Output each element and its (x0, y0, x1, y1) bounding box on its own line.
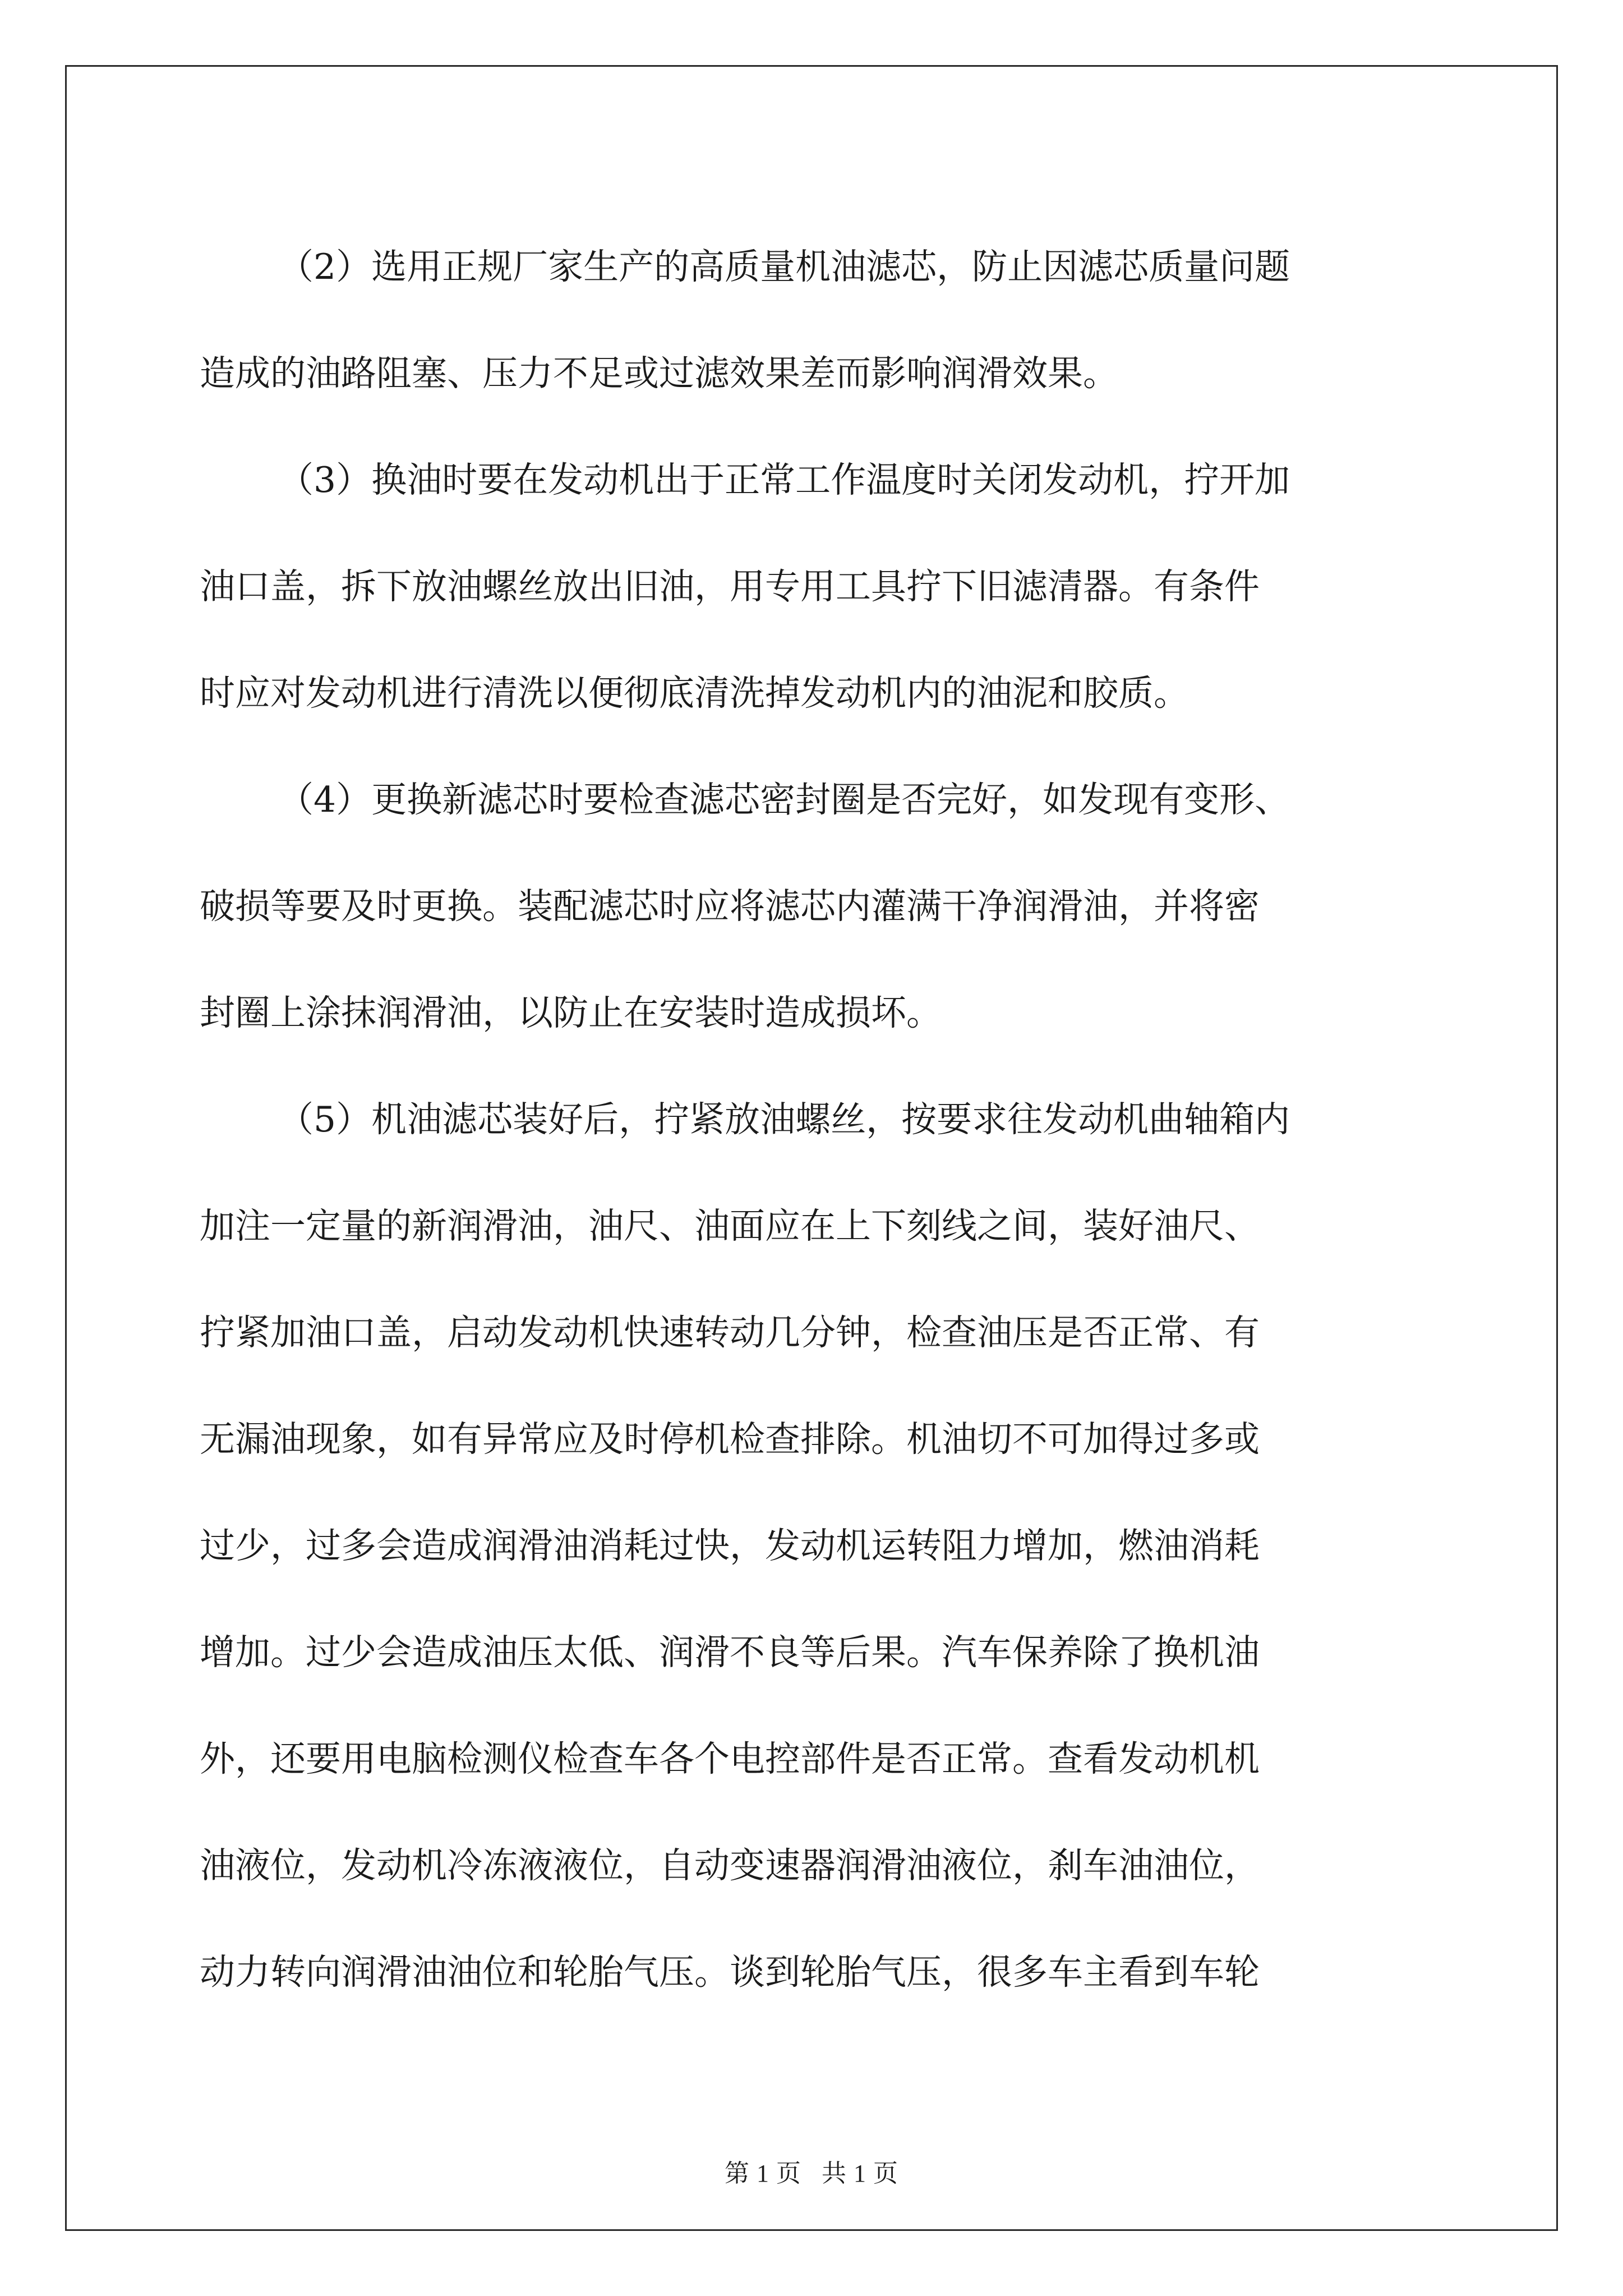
text-line: 油液位，发动机冷冻液液位，自动变速器润滑油液位，刹车油油位， (200, 1845, 1260, 1886)
text-line: 过少，过多会造成润滑油消耗过快，发动机运转阻力增加，燃油消耗 (200, 1525, 1260, 1566)
text-line: （4）更换新滤芯时要检查滤芯密封圈是否完好，如发现有变形、 (278, 779, 1290, 820)
paragraph-item-4 (200, 747, 1435, 1066)
text-line: 造成的油路阻塞、压力不足或过滤效果差而影响润滑效果。 (200, 353, 1118, 394)
text-line: 外，还要用电脑检测仪检查车各个电控部件是否正常。查看发动机机 (200, 1738, 1260, 1779)
text-line: 加注一定量的新润滑油，油尺、油面应在上下刻线之间，装好油尺、 (200, 1205, 1260, 1246)
text-line: 时应对发动机进行清洗以便彻底清洗掉发动机内的油泥和胶质。 (200, 673, 1189, 714)
text-line: （5）机油滤芯装好后，拧紧放油螺丝，按要求往发动机曲轴箱内 (278, 1099, 1290, 1140)
text-line: （2）选用正规厂家生产的高质量机油滤芯，防止因滤芯质量问题 (278, 246, 1290, 287)
page-footer (0, 2153, 1623, 2189)
text-line: 破损等要及时更换。装配滤芯时应将滤芯内灌满干净润滑油，并将密 (200, 886, 1260, 927)
text-line: （3）换油时要在发动机出于正常工作温度时关闭发动机，拧开加 (278, 459, 1290, 500)
text-line: 拧紧加油口盖，启动发动机快速转动几分钟，检查油压是否正常、有 (200, 1312, 1260, 1353)
paragraph-item-2 (200, 214, 1435, 427)
text-line: 无漏油现象，如有异常应及时停机检查排除。机油切不可加得过多或 (200, 1419, 1260, 1460)
document-body (200, 214, 1435, 2026)
paragraph-item-3 (200, 427, 1435, 747)
text-line: 增加。过少会造成油压太低、润滑不良等后果。汽车保养除了换机油 (200, 1632, 1260, 1673)
text-line: 油口盖，拆下放油螺丝放出旧油，用专用工具拧下旧滤清器。有条件 (200, 566, 1260, 607)
text-line: 封圈上涂抹润滑油，以防止在安装时造成损坏。 (200, 992, 942, 1033)
paragraph-item-5 (200, 1066, 1435, 2026)
page-number-label: 第 1 页 共 1 页 (725, 2160, 898, 2187)
text-line: 动力转向润滑油油位和轮胎气压。谈到轮胎气压，很多车主看到车轮 (200, 1952, 1260, 1993)
